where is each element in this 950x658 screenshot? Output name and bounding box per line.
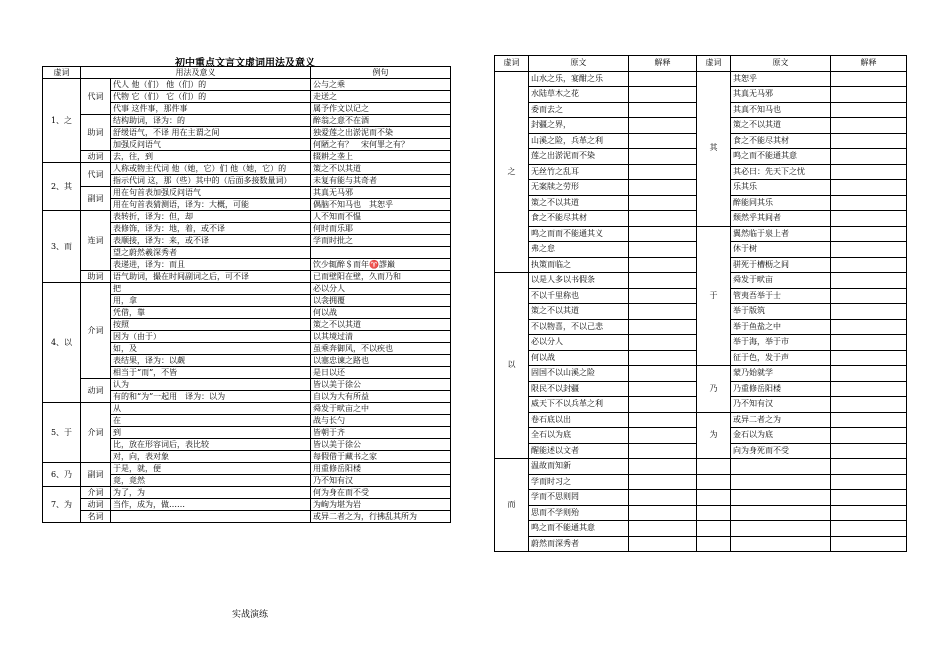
usage-cell: 用，拿 [111, 295, 311, 307]
original-cell: 鸣之而不能通其意 [731, 149, 831, 165]
example-cell: 以衾拥覆 [311, 295, 451, 307]
original-cell: 委而去之 [529, 102, 629, 118]
explain-cell [831, 133, 907, 149]
usage-cell: 如，及 [111, 343, 311, 355]
original-cell: 山溪之险，兵革之利 [529, 133, 629, 149]
original-cell: 舜发于畎亩 [731, 273, 831, 289]
table-row [43, 79, 451, 91]
usage-cell: 代人 他（们） 他（们）的 [111, 79, 311, 91]
usage-cell: 相当于“而”，不皆 [111, 367, 311, 379]
original-cell: 无案牍之劳形 [529, 180, 629, 196]
explain-cell [629, 226, 697, 242]
example-cell: 饮少辄醉＄而年♈謬巔 [311, 259, 451, 271]
original-cell: 学而时习之 [529, 474, 629, 490]
example-cell: 策之不以其道 [311, 163, 451, 175]
explain-cell [831, 412, 907, 428]
example-cell: 何时而乐耶 [311, 223, 451, 235]
example-cell: 或异二者之为，行拂乱其所为 [311, 511, 451, 523]
word-cell: 3、而 [43, 211, 81, 283]
example-cell: 以塞忠谏之路也 [311, 355, 451, 367]
original-cell: 举于版筑 [731, 304, 831, 320]
explain-cell [831, 366, 907, 382]
original-cell: 鸣之而而不能通其义 [529, 226, 629, 242]
original-cell: 蔚然而深秀者 [529, 536, 629, 552]
example-cell: 其真无马邪 [311, 187, 451, 199]
explain-cell [831, 335, 907, 351]
table-row [495, 505, 907, 521]
usage-cell: 在 [111, 415, 311, 427]
explain-cell [629, 164, 697, 180]
explain-cell [629, 350, 697, 366]
original-cell: 其恕乎 [731, 71, 831, 87]
word-cell [697, 536, 731, 552]
explain-cell [629, 102, 697, 118]
explain-cell [831, 428, 907, 444]
table-row [495, 366, 907, 382]
explain-cell [831, 381, 907, 397]
explain-cell [831, 211, 907, 227]
usage-cell: 表顺接，译为：来，或不译 [111, 235, 311, 247]
original-cell: 不以物喜，不以己悲 [529, 319, 629, 335]
explain-cell [831, 149, 907, 165]
example-cell [311, 247, 451, 259]
explain-cell [629, 149, 697, 165]
explain-cell [831, 474, 907, 490]
pos-cell: 介词 [81, 283, 111, 379]
explain-cell [831, 319, 907, 335]
explain-cell [629, 180, 697, 196]
original-cell [731, 536, 831, 552]
example-cell: 未复有能与其奇者 [311, 175, 451, 187]
table-row [43, 187, 451, 199]
header-cell-1: 原文 [529, 56, 629, 72]
explain-cell [629, 319, 697, 335]
word-cell: 以 [495, 273, 529, 459]
example-cell: 用重修岳阳楼 [311, 463, 451, 475]
original-cell: 颓然乎其间者 [731, 211, 831, 227]
explain-cell [629, 211, 697, 227]
example-cell: 皆以美于徐公 [311, 379, 451, 391]
explain-cell [629, 288, 697, 304]
word-cell: 乃 [697, 366, 731, 413]
usage-cell: 代事 这件事，那件事 [111, 103, 311, 115]
original-cell: 休于树 [731, 242, 831, 258]
word-cell: 4、以 [43, 283, 81, 403]
usage-cell: 认为 [111, 379, 311, 391]
explain-cell [629, 397, 697, 413]
example-cell: 已而壁阳在壁，久而乃和 [311, 271, 451, 283]
pos-cell: 副词 [81, 187, 111, 211]
usage-cell: 指示代词 这，那（些）其中的（后面多接数量词） [111, 175, 311, 187]
word-cell: 2、其 [43, 163, 81, 211]
table-row [43, 271, 451, 283]
pos-cell: 介词 [81, 403, 111, 463]
explain-cell [629, 195, 697, 211]
original-cell: 莲之出淤泥而不染 [529, 149, 629, 165]
original-cell: 其必曰：先天下之忧 [731, 164, 831, 180]
pos-cell: 动词 [81, 379, 111, 403]
original-cell: 无丝竹之乱耳 [529, 164, 629, 180]
table-row [43, 211, 451, 223]
explain-cell [831, 350, 907, 366]
header-cell-2: 解释 [629, 56, 697, 72]
explain-cell [629, 474, 697, 490]
table-row [495, 459, 907, 475]
original-cell: 弗之怠 [529, 242, 629, 258]
explain-cell [831, 443, 907, 459]
example-cell: 公与之乘 [311, 79, 451, 91]
example-cell: 以其境过清 [311, 331, 451, 343]
explain-cell [831, 273, 907, 289]
example-cell: 战与长勺 [311, 415, 451, 427]
usage-cell: 凭借，靠 [111, 307, 311, 319]
explain-cell [831, 226, 907, 242]
word-cell: 之 [495, 71, 529, 273]
original-cell [731, 459, 831, 475]
header-cell-5: 解释 [831, 56, 907, 72]
explain-cell [831, 257, 907, 273]
usage-cell: 表递进，译为：而且 [111, 259, 311, 271]
original-cell: 鸣之而不能通其意 [529, 521, 629, 537]
original-cell: 不以千里称也 [529, 288, 629, 304]
table-row [43, 511, 451, 523]
explain-cell [629, 536, 697, 552]
original-cell: 乃重修岳阳楼 [731, 381, 831, 397]
example-cell: 每假借于藏书之家 [311, 451, 451, 463]
explain-cell [831, 505, 907, 521]
table-row [495, 412, 907, 428]
example-cell: 走送之 [311, 91, 451, 103]
original-cell: 征于色，发于声 [731, 350, 831, 366]
explain-cell [831, 118, 907, 134]
original-cell: 向为身死而不受 [731, 443, 831, 459]
explain-cell [629, 71, 697, 87]
header-word: 虚词 [43, 67, 81, 79]
example-cell: 舜发于畎亩之中 [311, 403, 451, 415]
example-cell: 皆朝于齐 [311, 427, 451, 439]
original-cell: 骈死于槽枥之间 [731, 257, 831, 273]
explain-cell [831, 536, 907, 552]
table-row [43, 283, 451, 295]
word-cell [697, 474, 731, 490]
example-cell: 何以战 [311, 307, 451, 319]
header-cell-3: 虚词 [697, 56, 731, 72]
explain-cell [831, 87, 907, 103]
example-cell: 何为身在而不受 [311, 487, 451, 499]
original-cell: 策之不以其道 [529, 304, 629, 320]
example-cell: 虽乘奔御风，不以疾也 [311, 343, 451, 355]
table-row [43, 115, 451, 127]
table-row [43, 379, 451, 391]
usage-cell: 人称或物主代词 他（她，它）们 他（她，它）的 [111, 163, 311, 175]
usage-cell: 表修饰，译为：地，着，或不译 [111, 223, 311, 235]
original-cell: 其真无马邪 [731, 87, 831, 103]
word-cell [697, 459, 731, 475]
usage-cell: 比，放在形容词后，表比较 [111, 439, 311, 451]
table-row [43, 163, 451, 175]
pos-cell: 助词 [81, 115, 111, 151]
table-row [495, 521, 907, 537]
original-cell: 食之不能尽其材 [731, 133, 831, 149]
explain-cell [831, 459, 907, 475]
original-cell: 乐其乐 [731, 180, 831, 196]
explain-cell [629, 428, 697, 444]
explain-cell [629, 273, 697, 289]
usage-cell: 有的和“为”一起用 译为：以为 [111, 391, 311, 403]
original-cell: 固国不以山溪之险 [529, 366, 629, 382]
example-cell: 皆以美于徐公 [311, 439, 451, 451]
usage-cell: 用在句首表加强反问语气 [111, 187, 311, 199]
table-row [43, 499, 451, 511]
usage-cell: 去，往，到 [111, 151, 311, 163]
original-cell: 何以战 [529, 350, 629, 366]
explain-cell [629, 443, 697, 459]
original-cell: 限民不以封疆 [529, 381, 629, 397]
original-cell: 思而不学则殆 [529, 505, 629, 521]
example-cell: 偶脑不知马也 其恕乎 [311, 199, 451, 211]
word-cell: 7、为 [43, 487, 81, 523]
original-cell: 温故而知新 [529, 459, 629, 475]
pos-cell: 代词 [81, 163, 111, 187]
example-cell: 是日以还 [311, 367, 451, 379]
original-cell [731, 521, 831, 537]
page-title: 初中重点文言文虚词用法及意义 [175, 58, 315, 69]
usage-cell: 加强反问语气 [111, 139, 311, 151]
usage-cell: 代物 它（们） 它（们）的 [111, 91, 311, 103]
explain-cell [831, 71, 907, 87]
usage-cell: 按照 [111, 319, 311, 331]
usage-cell: 结构助词，译为：的 [111, 115, 311, 127]
original-cell: 举于海，举于市 [731, 335, 831, 351]
example-cell: 独爱莲之出淤泥而不染 [311, 127, 451, 139]
explain-cell [629, 366, 697, 382]
original-cell: 醉能同其乐 [731, 195, 831, 211]
header-cell-0: 虚词 [495, 56, 529, 72]
pos-cell: 介词 [81, 487, 111, 499]
explain-cell [831, 397, 907, 413]
original-cell: 管夷吾举于士 [731, 288, 831, 304]
original-cell: 乃不知有汉 [731, 397, 831, 413]
usage-cell: 从 [111, 403, 311, 415]
original-cell: 全石以为底 [529, 428, 629, 444]
word-cell: 其 [697, 71, 731, 226]
usage-cell: 舒缓语气，不译 用在主谓之间 [111, 127, 311, 139]
usage-cell [111, 511, 311, 523]
example-cell: 何陋之有？ 宋何罪之有？ [311, 139, 451, 151]
explain-cell [831, 195, 907, 211]
original-cell: 山水之乐，宴酣之乐 [529, 71, 629, 87]
pos-cell: 代词 [81, 79, 111, 115]
explain-cell [629, 412, 697, 428]
explain-cell [831, 521, 907, 537]
pos-cell: 助词 [81, 271, 111, 283]
original-cell: 封疆之界， [529, 118, 629, 134]
table-row [495, 71, 907, 87]
original-cell: 策之不以其道 [529, 195, 629, 211]
usage-cell: 竟，竟然 [111, 475, 311, 487]
explain-cell [831, 180, 907, 196]
word-cell: 而 [495, 459, 529, 552]
explain-cell [629, 521, 697, 537]
original-cell: 执策而临之 [529, 257, 629, 273]
usage-cell: 把 [111, 283, 311, 295]
footer-label: 实战演练 [232, 610, 269, 620]
usage-cell: 望之蔚然羲深秀者 [111, 247, 311, 259]
pos-cell: 动词 [81, 151, 111, 163]
original-cell: 金石以为底 [731, 428, 831, 444]
word-cell: 5、于 [43, 403, 81, 463]
word-cell [697, 490, 731, 506]
word-cell: 为 [697, 412, 731, 459]
table-row [43, 487, 451, 499]
explain-cell [831, 102, 907, 118]
explain-cell [629, 459, 697, 475]
word-cell: 6、乃 [43, 463, 81, 487]
example-cell: 醉翁之意不在酒 [311, 115, 451, 127]
explain-cell [831, 490, 907, 506]
header-cell-4: 原文 [731, 56, 831, 72]
explain-cell [629, 133, 697, 149]
original-cell: 威天下不以兵革之利 [529, 397, 629, 413]
explain-cell [629, 505, 697, 521]
table-row [495, 490, 907, 506]
left-table [42, 66, 451, 523]
header-example: 例句 [311, 67, 451, 79]
word-cell: 1、之 [43, 79, 81, 163]
table-row [43, 463, 451, 475]
explain-cell [629, 87, 697, 103]
original-cell: 或异二者之为 [731, 412, 831, 428]
original-cell: 水陆草木之花 [529, 87, 629, 103]
explain-cell [629, 490, 697, 506]
original-cell: 策之不以其道 [731, 118, 831, 134]
original-cell: 翼然临于泉上者 [731, 226, 831, 242]
original-cell: 学而不思则罔 [529, 490, 629, 506]
table-row [495, 226, 907, 242]
explain-cell [629, 257, 697, 273]
original-cell: 以是人多以书假条 [529, 273, 629, 289]
usage-cell: 因为（由于） [111, 331, 311, 343]
example-cell: 辍耕之垄上 [311, 151, 451, 163]
explain-cell [629, 381, 697, 397]
pos-cell: 连词 [81, 211, 111, 271]
usage-cell: 对，向，表对象 [111, 451, 311, 463]
explain-cell [831, 242, 907, 258]
explain-cell [831, 304, 907, 320]
explain-cell [629, 304, 697, 320]
original-cell: 食之不能尽其材 [529, 211, 629, 227]
word-cell [697, 521, 731, 537]
table-row [495, 474, 907, 490]
usage-cell: 表转折，译为：但，却 [111, 211, 311, 223]
table-row [43, 403, 451, 415]
original-cell [731, 505, 831, 521]
pos-cell: 副词 [81, 463, 111, 487]
explain-cell [629, 118, 697, 134]
usage-cell: 用在句首表猜测语，译为：大概，可能 [111, 199, 311, 211]
example-cell: 策之不以其道 [311, 319, 451, 331]
usage-cell: 于是，就，便 [111, 463, 311, 475]
word-cell: 于 [697, 226, 731, 366]
usage-cell: 到 [111, 427, 311, 439]
example-cell: 人不知而不愠 [311, 211, 451, 223]
original-cell: 举于鱼盐之中 [731, 319, 831, 335]
example-cell: 乃不知有汉 [311, 475, 451, 487]
table-row [43, 151, 451, 163]
example-cell: 学而时批之 [311, 235, 451, 247]
example-cell: 必以分人 [311, 283, 451, 295]
original-cell: 醒能述以文者 [529, 443, 629, 459]
pos-cell: 动词 [81, 499, 111, 511]
header-usage: 用法及意义 [81, 67, 311, 79]
usage-cell: 语气助词，撮在时间副词之后，可不译 [111, 271, 311, 283]
example-cell: 为岣为堪为岩 [311, 499, 451, 511]
example-cell: 属予作文以记之 [311, 103, 451, 115]
original-cell: 蒙乃始就学 [731, 366, 831, 382]
table-row [495, 536, 907, 552]
original-cell [731, 474, 831, 490]
explain-cell [831, 164, 907, 180]
original-cell: 必以分人 [529, 335, 629, 351]
usage-cell: 为了，为 [111, 487, 311, 499]
explain-cell [629, 242, 697, 258]
original-cell: 卷石底以出 [529, 412, 629, 428]
original-cell: 其真不知马也 [731, 102, 831, 118]
example-cell: 自以为大有所益 [311, 391, 451, 403]
pos-cell: 名词 [81, 511, 111, 523]
usage-cell: 表结果，译为：以觑 [111, 355, 311, 367]
explain-cell [629, 335, 697, 351]
original-cell [731, 490, 831, 506]
usage-cell: 当作，成为，做…… [111, 499, 311, 511]
explain-cell [831, 288, 907, 304]
right-table [494, 55, 907, 552]
word-cell [697, 505, 731, 521]
